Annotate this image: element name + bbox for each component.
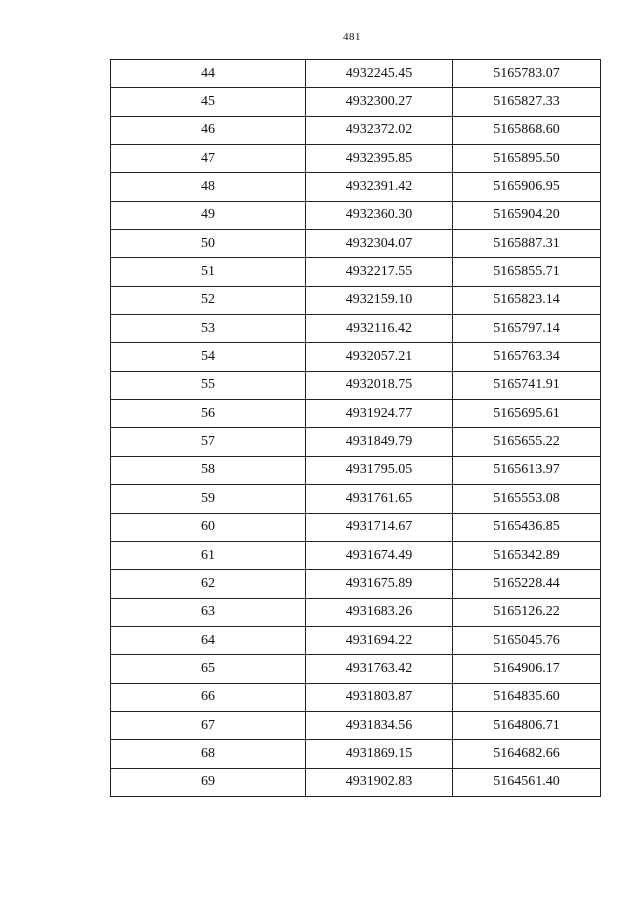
table-row: [111, 541, 601, 569]
x-coordinate-cell: 4932057.21: [306, 343, 453, 371]
y-coordinate-cell: 5164806.71: [453, 711, 601, 739]
table-row: [111, 711, 601, 739]
point-number-cell: 69: [111, 768, 306, 796]
table-row: [111, 286, 601, 314]
coordinates-table-body: [111, 60, 601, 797]
y-coordinate-cell: 5165823.14: [453, 286, 601, 314]
x-coordinate-cell: 4931795.05: [306, 456, 453, 484]
x-coordinate-cell: 4932116.42: [306, 315, 453, 343]
y-coordinate-cell: 5165228.44: [453, 570, 601, 598]
y-coordinate-cell: 5165126.22: [453, 598, 601, 626]
point-number-cell: 44: [111, 60, 306, 88]
x-coordinate-cell: 4931683.26: [306, 598, 453, 626]
point-number-cell: 66: [111, 683, 306, 711]
table-row: [111, 570, 601, 598]
point-number-cell: 46: [111, 116, 306, 144]
table-row: [111, 230, 601, 258]
x-coordinate-cell: 4931675.89: [306, 570, 453, 598]
y-coordinate-cell: 5164906.17: [453, 655, 601, 683]
table-row: [111, 456, 601, 484]
point-number-cell: 54: [111, 343, 306, 371]
y-coordinate-cell: 5165763.34: [453, 343, 601, 371]
x-coordinate-cell: 4931714.67: [306, 513, 453, 541]
point-number-cell: 51: [111, 258, 306, 286]
table-row: [111, 768, 601, 796]
table-row: [111, 683, 601, 711]
y-coordinate-cell: 5165045.76: [453, 626, 601, 654]
y-coordinate-cell: 5165895.50: [453, 145, 601, 173]
y-coordinate-cell: 5165436.85: [453, 513, 601, 541]
point-number-cell: 65: [111, 655, 306, 683]
y-coordinate-cell: 5165855.71: [453, 258, 601, 286]
point-number-cell: 52: [111, 286, 306, 314]
point-number-cell: 67: [111, 711, 306, 739]
y-coordinate-cell: 5164561.40: [453, 768, 601, 796]
y-coordinate-cell: 5165695.61: [453, 400, 601, 428]
y-coordinate-cell: 5165887.31: [453, 230, 601, 258]
table-row: [111, 315, 601, 343]
table-row: [111, 626, 601, 654]
y-coordinate-cell: 5165906.95: [453, 173, 601, 201]
point-number-cell: 59: [111, 485, 306, 513]
y-coordinate-cell: 5165904.20: [453, 201, 601, 229]
table-row: [111, 485, 601, 513]
table-row: [111, 258, 601, 286]
y-coordinate-cell: 5165342.89: [453, 541, 601, 569]
y-coordinate-cell: 5164682.66: [453, 740, 601, 768]
y-coordinate-cell: 5165797.14: [453, 315, 601, 343]
point-number-cell: 61: [111, 541, 306, 569]
point-number-cell: 50: [111, 230, 306, 258]
point-number-cell: 57: [111, 428, 306, 456]
y-coordinate-cell: 5165613.97: [453, 456, 601, 484]
y-coordinate-cell: 5165868.60: [453, 116, 601, 144]
table-row: [111, 116, 601, 144]
x-coordinate-cell: 4931869.15: [306, 740, 453, 768]
x-coordinate-cell: 4932245.45: [306, 60, 453, 88]
x-coordinate-cell: 4932159.10: [306, 286, 453, 314]
point-number-cell: 64: [111, 626, 306, 654]
y-coordinate-cell: 5164835.60: [453, 683, 601, 711]
x-coordinate-cell: 4932300.27: [306, 88, 453, 116]
x-coordinate-cell: 4932217.55: [306, 258, 453, 286]
table-row: [111, 428, 601, 456]
table-row: [111, 513, 601, 541]
y-coordinate-cell: 5165827.33: [453, 88, 601, 116]
x-coordinate-cell: 4931761.65: [306, 485, 453, 513]
point-number-cell: 56: [111, 400, 306, 428]
x-coordinate-cell: 4931924.77: [306, 400, 453, 428]
table-row: [111, 60, 601, 88]
point-number-cell: 55: [111, 371, 306, 399]
x-coordinate-cell: 4931694.22: [306, 626, 453, 654]
point-number-cell: 53: [111, 315, 306, 343]
x-coordinate-cell: 4931763.42: [306, 655, 453, 683]
x-coordinate-cell: 4931803.87: [306, 683, 453, 711]
point-number-cell: 48: [111, 173, 306, 201]
table-row: [111, 201, 601, 229]
x-coordinate-cell: 4932391.42: [306, 173, 453, 201]
point-number-cell: 68: [111, 740, 306, 768]
table-row: [111, 400, 601, 428]
x-coordinate-cell: 4932372.02: [306, 116, 453, 144]
table-row: [111, 88, 601, 116]
y-coordinate-cell: 5165741.91: [453, 371, 601, 399]
x-coordinate-cell: 4932304.07: [306, 230, 453, 258]
coordinates-table: [110, 59, 601, 797]
x-coordinate-cell: 4931834.56: [306, 711, 453, 739]
y-coordinate-cell: 5165553.08: [453, 485, 601, 513]
point-number-cell: 63: [111, 598, 306, 626]
x-coordinate-cell: 4932018.75: [306, 371, 453, 399]
point-number-cell: 60: [111, 513, 306, 541]
table-row: [111, 173, 601, 201]
table-row: [111, 655, 601, 683]
x-coordinate-cell: 4931849.79: [306, 428, 453, 456]
point-number-cell: 49: [111, 201, 306, 229]
point-number-cell: 47: [111, 145, 306, 173]
point-number-cell: 45: [111, 88, 306, 116]
y-coordinate-cell: 5165655.22: [453, 428, 601, 456]
x-coordinate-cell: 4931674.49: [306, 541, 453, 569]
point-number-cell: 62: [111, 570, 306, 598]
x-coordinate-cell: 4932360.30: [306, 201, 453, 229]
table-row: [111, 145, 601, 173]
y-coordinate-cell: 5165783.07: [453, 60, 601, 88]
table-row: [111, 371, 601, 399]
table-row: [111, 598, 601, 626]
page-number: 481: [343, 31, 361, 43]
table-row: [111, 740, 601, 768]
x-coordinate-cell: 4932395.85: [306, 145, 453, 173]
table-row: [111, 343, 601, 371]
x-coordinate-cell: 4931902.83: [306, 768, 453, 796]
point-number-cell: 58: [111, 456, 306, 484]
